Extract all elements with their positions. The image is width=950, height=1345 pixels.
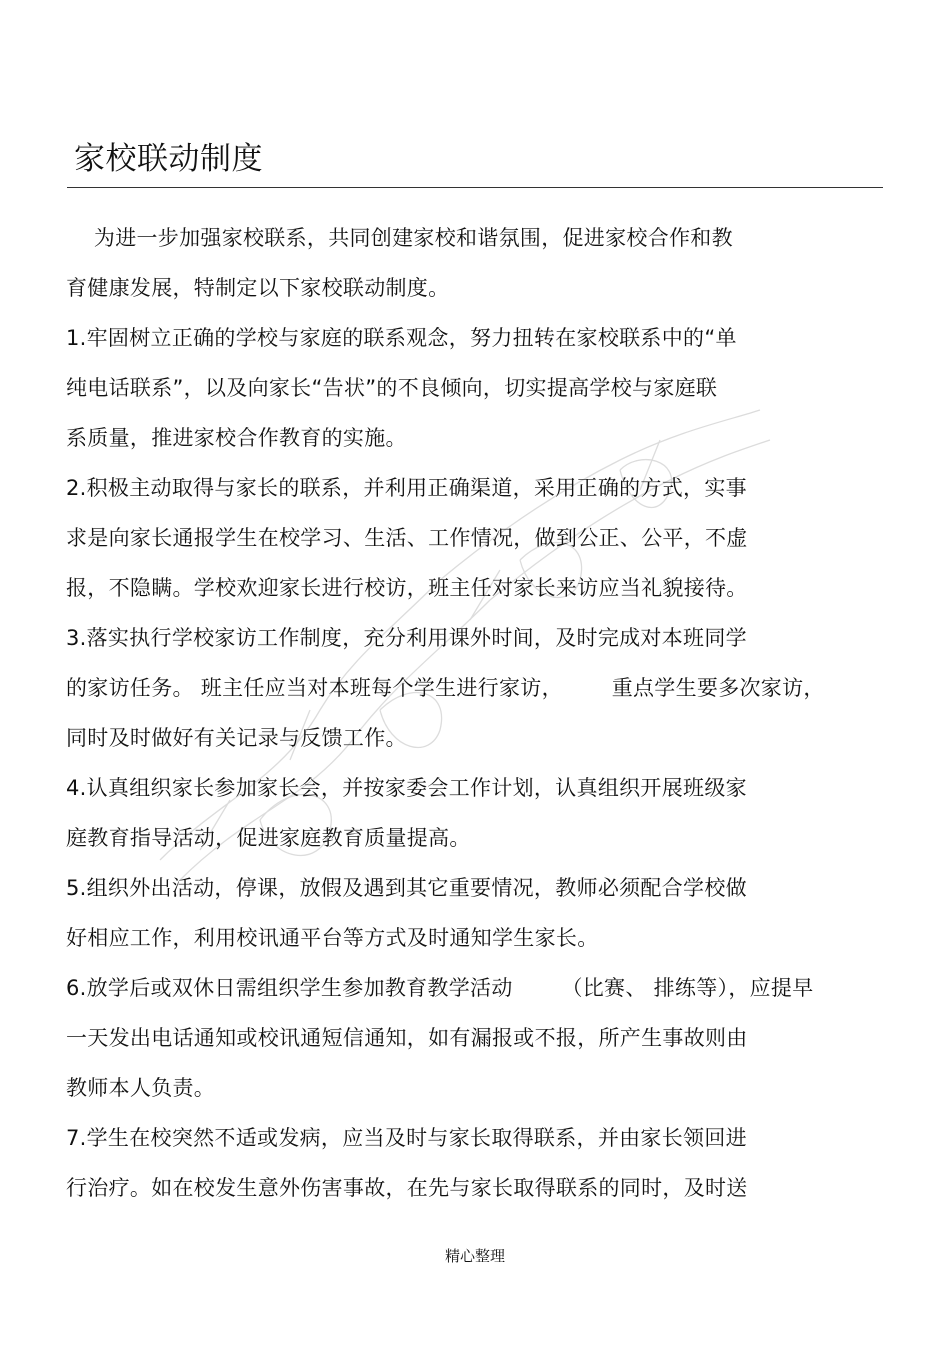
paragraph-line: 求是向家长通报学生在校学习、生活、工作情况，做到公正、公平，不虚 <box>66 526 748 550</box>
paragraph-line: 一天发出电话通知或校讯通短信通知，如有漏报或不报，所产生事故则由 <box>66 1026 748 1050</box>
paragraph-line: 同时及时做好有关记录与反馈工作。 <box>66 726 407 750</box>
paragraph-line: 7.学生在校突然不适或发病，应当及时与家长取得联系，并由家长领回进 <box>66 1126 747 1150</box>
paragraph-line: 3.落实执行学校家访工作制度，充分利用课外时间，及时完成对本班同学 <box>66 626 747 650</box>
paragraph-line: 6.放学后或双休日需组织学生参加教育教学活动 （比赛、 排练等），应提早 <box>66 976 814 1000</box>
paragraph-line: 2.积极主动取得与家长的联系，并利用正确渠道，采用正确的方式，实事 <box>66 476 747 500</box>
paragraph-line: 育健康发展，特制定以下家校联动制度。 <box>66 276 450 300</box>
page-title: 家校联动制度 <box>74 141 263 177</box>
paragraph-line: 庭教育指导活动，促进家庭教育质量提高。 <box>66 826 471 850</box>
paragraph-line: 5.组织外出活动，停课，放假及遇到其它重要情况，教师必须配合学校做 <box>66 876 747 900</box>
paragraph-line: 好相应工作，利用校讯通平台等方式及时通知学生家长。 <box>66 926 599 950</box>
paragraph-line: 纯电话联系”，以及向家长“告状”的不良倾向，切实提高学校与家庭联 <box>66 376 718 400</box>
paragraph-line: 系质量，推进家校合作教育的实施。 <box>66 426 407 450</box>
paragraph-line: 教师本人负责。 <box>66 1076 216 1100</box>
page-footer: 精心整理 <box>444 1247 505 1265</box>
paragraph-line: 行治疗。如在校发生意外伤害事故，在先与家长取得联系的同时，及时送 <box>66 1176 748 1200</box>
paragraph-line: 4.认真组织家长参加家长会，并按家委会工作计划，认真组织开展班级家 <box>66 776 747 800</box>
paragraph-line: 的家访任务。 班主任应当对本班每个学生进行家访， 重点学生要多次家访， <box>66 676 825 700</box>
paragraph-line: 报，不隐瞒。学校欢迎家长进行校访，班主任对家长来访应当礼貌接待。 <box>66 576 748 600</box>
paragraph-line: 为进一步加强家校联系，共同创建家校和谐氛围，促进家校合作和教 <box>66 226 733 250</box>
paragraph-line: 1.牢固树立正确的学校与家庭的联系观念，努力扭转在家校联系中的“单 <box>66 326 737 350</box>
title-underline <box>67 187 883 188</box>
